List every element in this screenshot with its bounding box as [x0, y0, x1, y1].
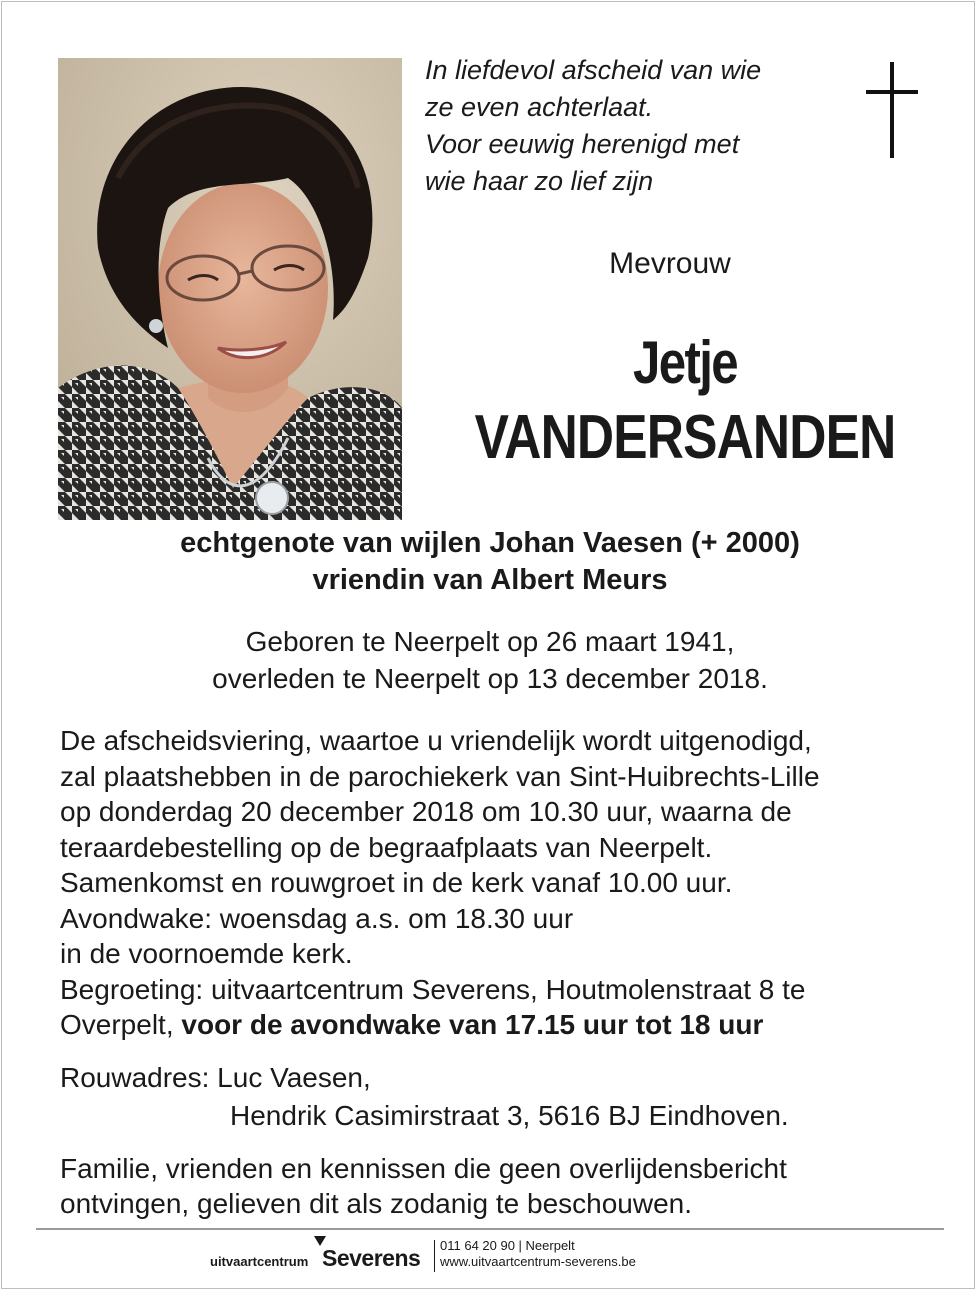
logo-prefix: uitvaartcentrum [210, 1254, 309, 1269]
body-line: teraardebestelling op de begraafplaats van Neerpelt. [60, 831, 713, 863]
contact-website[interactable]: www.uitvaartcentrum-severens.be [440, 1254, 636, 1269]
quote-line: wie haar zo lief zijn [425, 166, 654, 196]
mourning-address [60, 1059, 940, 1135]
body-line: Begroeting: uitvaartcentrum Severens, Houtmolenstraat 8 te [60, 973, 806, 1005]
family-notice [60, 1151, 940, 1221]
body-line-last [60, 1007, 940, 1043]
last-name: VANDERSANDEN [474, 403, 896, 472]
last-line-prefix: Overpelt, [60, 1009, 174, 1040]
portrait-photo [58, 58, 402, 520]
familie-line-2: ontvingen, gelieven dit als zodanig te beschouwen. [60, 1188, 692, 1219]
body-line: Avondwake: woensdag a.s. om 18.30 uur [60, 902, 574, 934]
first-name: Jetje [633, 329, 737, 396]
visiting-hours: voor de avondwake van 17.15 uur tot 18 uur [181, 1009, 764, 1040]
quote-line: Voor eeuwig herenigd met [425, 129, 740, 159]
logo-separator [434, 1240, 435, 1272]
body-line: in de voornoemde kerk. [60, 938, 353, 969]
quote-line: ze even achterlaat. [425, 92, 654, 122]
contact-phone: 011 64 20 90 | Neerpelt [440, 1238, 575, 1253]
relation-friend: vriendin van Albert Meurs [312, 564, 668, 596]
familie-line-1: Familie, vrienden en kennissen die geen overlijdensbericht [60, 1153, 787, 1184]
death-line: overleden te Neerpelt op 13 december 2018. [212, 663, 768, 694]
contact-info [440, 1238, 636, 1270]
relations [40, 525, 940, 599]
body-line: Samenkomst en rouwgroet in de kerk vanaf 10.00 uur. [60, 867, 733, 898]
birth-line: Geboren te Neerpelt op 26 maart 1941, [245, 626, 735, 657]
quote-line: In liefdevol afscheid van wie [425, 55, 762, 85]
rouwadres-line-2: Hendrik Casimirstraat 3, 5616 BJ Eindhoven. [230, 1100, 789, 1131]
logo-name: Severens [322, 1245, 421, 1271]
footer-divider [36, 1228, 944, 1230]
body-line: zal plaatshebben in de parochiekerk van Sint-Huibrechts-Lille [60, 760, 820, 792]
life-dates [40, 623, 940, 697]
rouwadres-line-1: Rouwadres: Luc Vaesen, [60, 1062, 371, 1093]
relation-spouse: echtgenote van wijlen Johan Vaesen (+ 2000) [180, 527, 800, 559]
memorial-quote [425, 52, 845, 200]
cross-icon [862, 60, 922, 160]
ceremony-details [60, 723, 940, 1043]
body-line: De afscheidsviering, waartoe u vriendelijk wordt uitgenodigd, [60, 725, 812, 756]
salutation: Mevrouw [609, 247, 731, 280]
body-line: op donderdag 20 december 2018 om 10.30 uur, waarna de [60, 796, 792, 827]
